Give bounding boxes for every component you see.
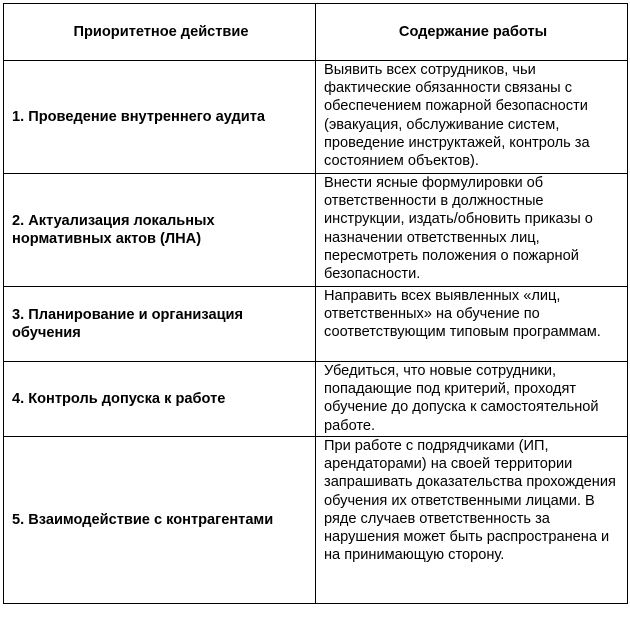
priority-actions-table [3,3,628,604]
table-row [4,437,628,604]
content-cell: Направить всех выявленных «лиц, ответственных» на обучение по соответствующим типовым программам. [316,287,628,362]
content-cell: Внести ясные формулировки об ответственности в должностные инструкции, издать/обновить приказы о назначении ответственных лиц, пересмотреть положения о пожарной безопасности. [316,174,628,287]
action-cell: 1. Проведение внутреннего аудита [4,61,316,174]
action-cell: 5. Взаимодействие с контрагентами [4,437,316,604]
table-row [4,287,628,362]
table-row [4,61,628,174]
header-priority-action: Приоритетное действие [4,4,316,61]
header-work-content: Содержание работы [316,4,628,61]
table-header-row [4,4,628,61]
action-cell: 3. Планирование и организация обучения [4,287,316,362]
action-cell: 4. Контроль допуска к работе [4,362,316,437]
content-cell: При работе с подрядчиками (ИП, арендаторами) на своей территории запрашивать доказательства прохождения обучения их ответственными лицами. В ряде случаев ответственность за нарушения может быть распространена и на принимающую сторону. [316,437,628,604]
content-cell: Выявить всех сотрудников, чьи фактические обязанности связаны с обеспечением пожарной безопасности (эвакуация, обслуживание систем, проведение инструктажей, контроль за состоянием объектов). [316,61,628,174]
content-cell: Убедиться, что новые сотрудники, попадающие под критерий, проходят обучение до допуска к самостоятельной работе. [316,362,628,437]
table-row [4,362,628,437]
table-row [4,174,628,287]
action-cell: 2. Актуализация локальных нормативных актов (ЛНА) [4,174,316,287]
